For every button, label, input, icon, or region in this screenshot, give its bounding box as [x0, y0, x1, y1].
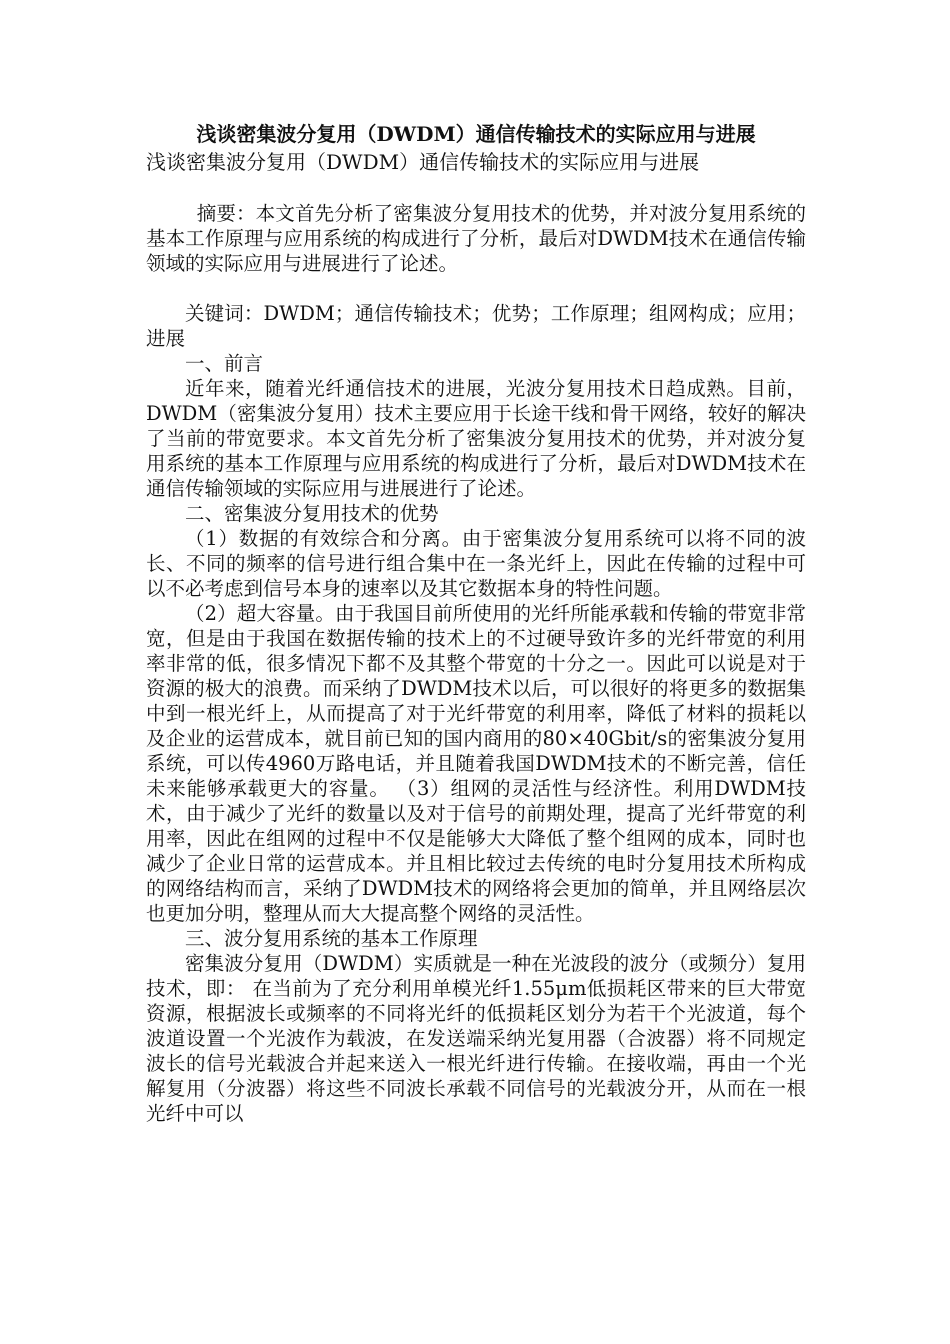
advantage-item-1: （1）数据的有效综合和分离。由于密集波分复用系统可以将不同的波长、不同的频率的信号进行组合集中在一条光纤上，因此在传输的过程中可以不必考虑到信号本身的速率以及其它数据本身的特性问题。 — [146, 527, 806, 600]
abstract-paragraph: 摘要：本文首先分析了密集波分复用技术的优势，并对波分复用系统的基本工作原理与应用系统的构成进行了分析，最后对DWDM技术在通信传输领域的实际应用与进展进行了论述。 — [146, 202, 806, 275]
document-title: 浅谈密集波分复用（DWDM）通信传输技术的实际应用与进展 — [196, 122, 756, 146]
keywords-paragraph: 关键词：DWDM；通信传输技术；优势；工作原理；组网构成；应用；进展 — [146, 302, 806, 350]
document-subtitle: 浅谈密集波分复用（DWDM）通信传输技术的实际应用与进展 — [146, 150, 700, 174]
section-heading-intro: 一、前言 — [185, 352, 264, 375]
principle-paragraph: 密集波分复用（DWDM）实质就是一种在光波段的波分（或频分）复用技术，即： 在当前为了充分利用单模光纤1.55μm低损耗区带来的巨大带宽资源，根据波长或频率的不同将光纤的低损耗区划分为若干个光波道，每个波道设置一个光波作为载波，在发送端采纳光复用器（合波器）将不同规定波长的信号光载波合并起来送入一根光纤进行传输。在接收端，再由一个光解复用（分波器）将这些不同波长承载不同信号的光载波分开，从而在一根光纤中可以 — [146, 952, 806, 1125]
document-body — [146, 201, 806, 1126]
section-heading-advantages: 二、密集波分复用技术的优势 — [185, 502, 439, 525]
advantage-item-2: （2）超大容量。由于我国目前所使用的光纤所能承载和传输的带宽非常宽，但是由于我国在数据传输的技术上的不过硬导致许多的光纤带宽的利用率非常的低，很多情况下都不及其整个带宽的十分之一。因此可以说是对于资源的极大的浪费。而采纳了DWDM技术以后，可以很好的将更多的数据集中到一根光纤上，从而提高了对于光纤带宽的利用率，降低了材料的损耗以及企业的运营成本，就目前已知的国内商用的80×40Gbit/s的密集波分复用系统，可以传4960万路电话，并且随着我国DWDM技术的不断完善，信任未来能够承载更大的容量。 （3）组网的灵活性与经济性。利用DWDM技术，由于减少了光纤的数量以及对于信号的前期处理，提高了光纤带宽的利用率，因此在组网的过程中不仅是能够大大降低了整个组网的成本，同时也减少了企业日常的运营成本。并且相比较过去传统的电时分复用技术所构成的网络结构而言，采纳了DWDM技术的网络将会更加的简单，并且网络层次也更加分明，整理从而大大提高整个网络的灵活性。 — [146, 602, 806, 925]
section-heading-principle: 三、波分复用系统的基本工作原理 — [185, 927, 478, 950]
intro-paragraph: 近年来，随着光纤通信技术的进展，光波分复用技术日趋成熟。目前， DWDM（密集波分复用）技术主要应用于长途干线和骨干网络，较好的解决了当前的带宽要求。本文首先分析了密集波分复用技术的优势，并对波分复用系统的基本工作原理与应用系统的构成进行了分析，最后对DWDM技术在通信传输领域的实际应用与进展进行了论述。 — [146, 377, 806, 500]
